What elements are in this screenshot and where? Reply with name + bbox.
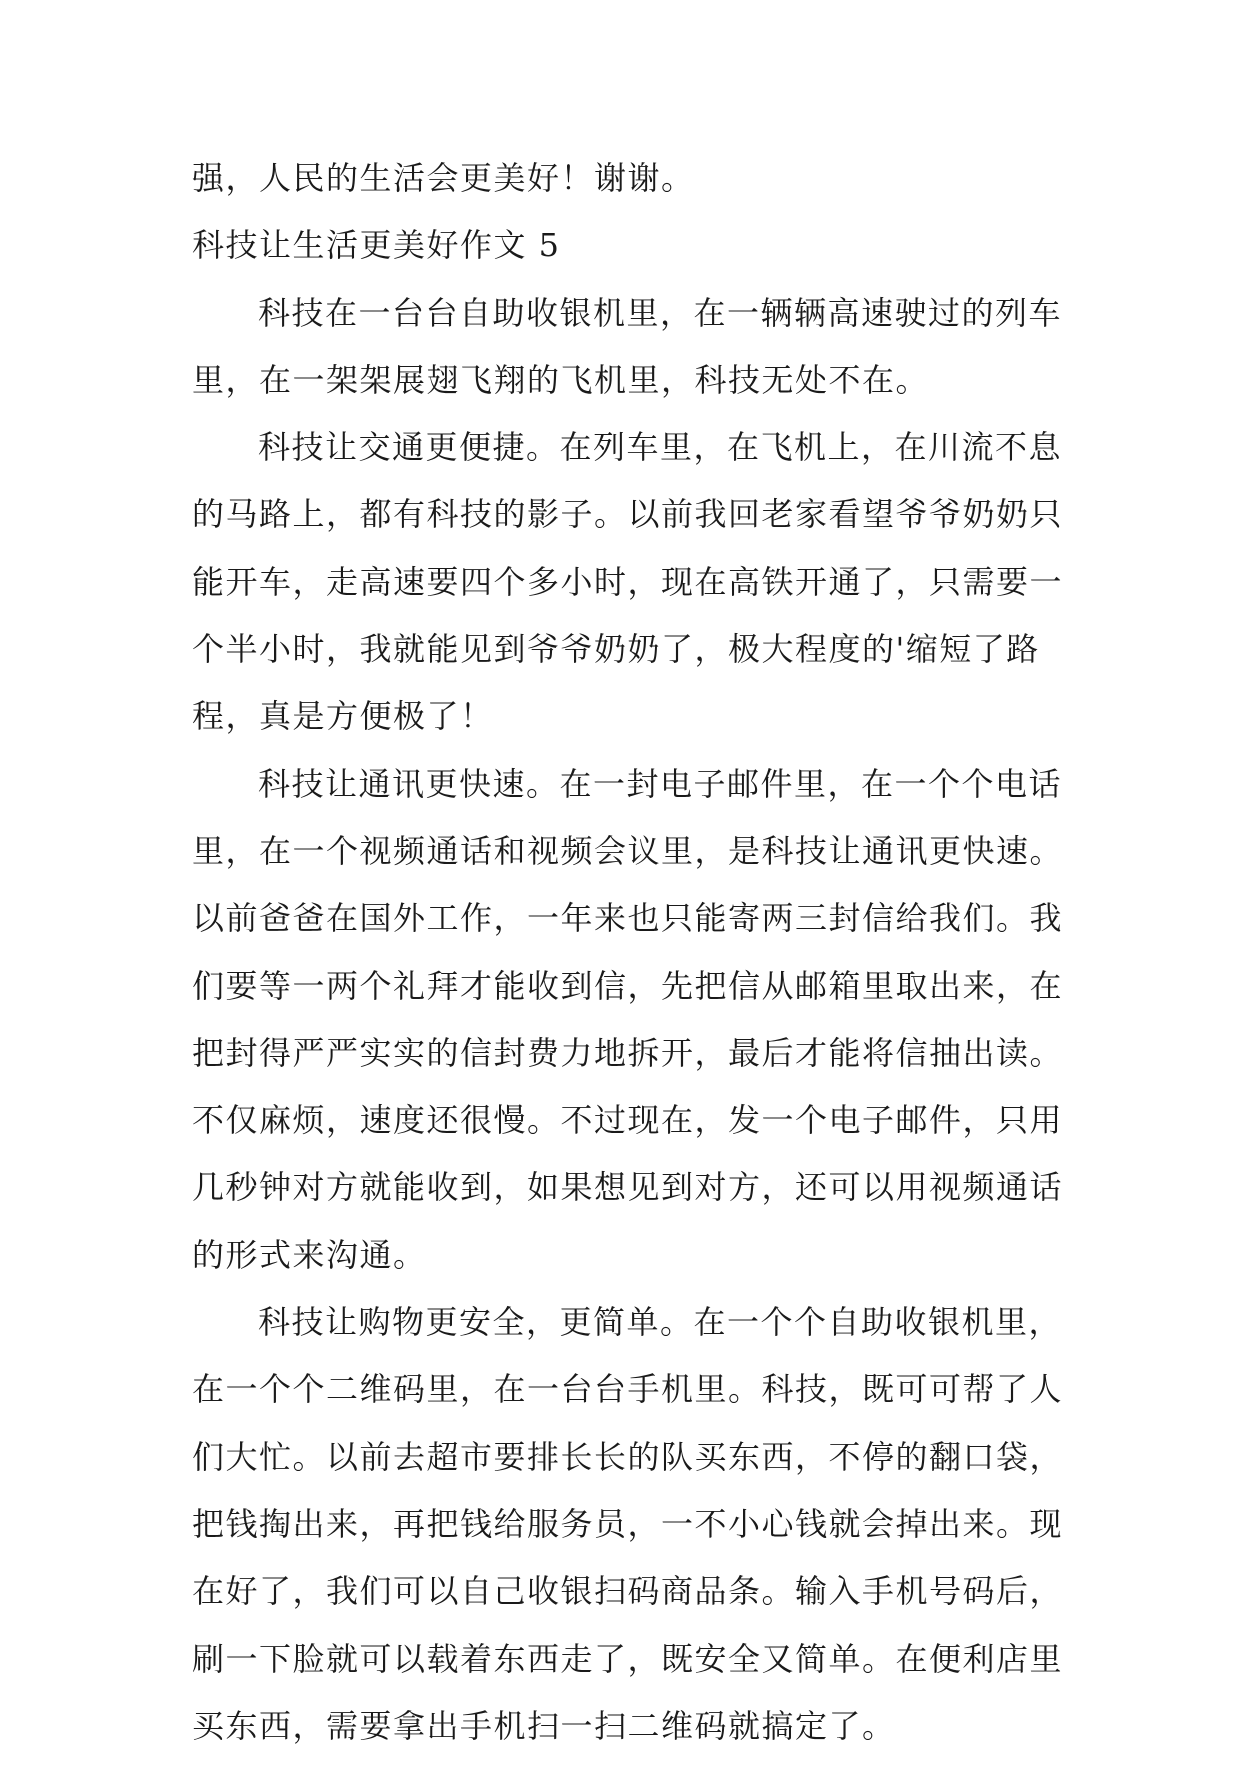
text-line: 把钱掏出来，再把钱给服务员，一不小心钱就会掉出来。现 xyxy=(192,1504,1064,1543)
text-line: 科技在一台台自助收银机里，在一辆辆高速驶过的列车 xyxy=(258,293,1063,332)
text-line: 买东西，需要拿出手机扫一扫二维码就搞定了。 xyxy=(192,1706,896,1745)
text-line: 强，人民的生活会更美好！谢谢。 xyxy=(192,159,695,197)
text-line: 几秒钟对方就能收到，如果想见到对方，还可以用视频通话 xyxy=(192,1168,1064,1207)
text-line: 刷一下脸就可以载着东西走了，既安全又简单。在便利店里 xyxy=(192,1639,1064,1678)
text-line: 在一个个二维码里，在一台台手机里。科技，既可可帮了人 xyxy=(192,1370,1064,1409)
text-line: 的形式来沟通。 xyxy=(192,1235,427,1274)
essay-title: 科技让生活更美好作文 5 xyxy=(192,226,561,265)
text-line: 们大忙。以前去超市要排长长的队买东西，不停的翻口袋， xyxy=(192,1437,1064,1476)
text-line: 科技让通讯更快速。在一封电子邮件里，在一个个电话 xyxy=(258,764,1063,803)
text-line: 科技让交通更便捷。在列车里，在飞机上，在川流不息 xyxy=(258,428,1063,467)
document-body xyxy=(192,158,1064,1773)
text-line: 里，在一架架展翅飞翔的飞机里，科技无处不在。 xyxy=(192,360,930,399)
text-line: 把封得严严实实的信封费力地拆开，最后才能将信抽出读。 xyxy=(192,1033,1064,1072)
text-line: 里，在一个视频通话和视频会议里，是科技让通讯更快速。 xyxy=(192,831,1064,870)
text-line: 能开车，走高速要四个多小时，现在高铁开通了，只需要一 xyxy=(192,562,1064,601)
text-line: 程，真是方便极了！ xyxy=(192,697,494,736)
text-line: 不仅麻烦，速度还很慢。不过现在，发一个电子邮件，只用 xyxy=(192,1101,1064,1140)
text-line: 个半小时，我就能见到爷爷奶奶了，极大程度的'缩短了路 xyxy=(192,630,1040,669)
text-line: 的马路上，都有科技的影子。以前我回老家看望爷爷奶奶只 xyxy=(192,495,1064,534)
text-line: 在好了，我们可以自己收银扫码商品条。输入手机号码后， xyxy=(192,1572,1064,1611)
text-line: 以前爸爸在国外工作，一年来也只能寄两三封信给我们。我 xyxy=(192,899,1064,938)
text-line: 们要等一两个礼拜才能收到信，先把信从邮箱里取出来，在 xyxy=(192,966,1064,1005)
text-line: 科技让购物更安全，更简单。在一个个自助收银机里， xyxy=(258,1303,1063,1342)
